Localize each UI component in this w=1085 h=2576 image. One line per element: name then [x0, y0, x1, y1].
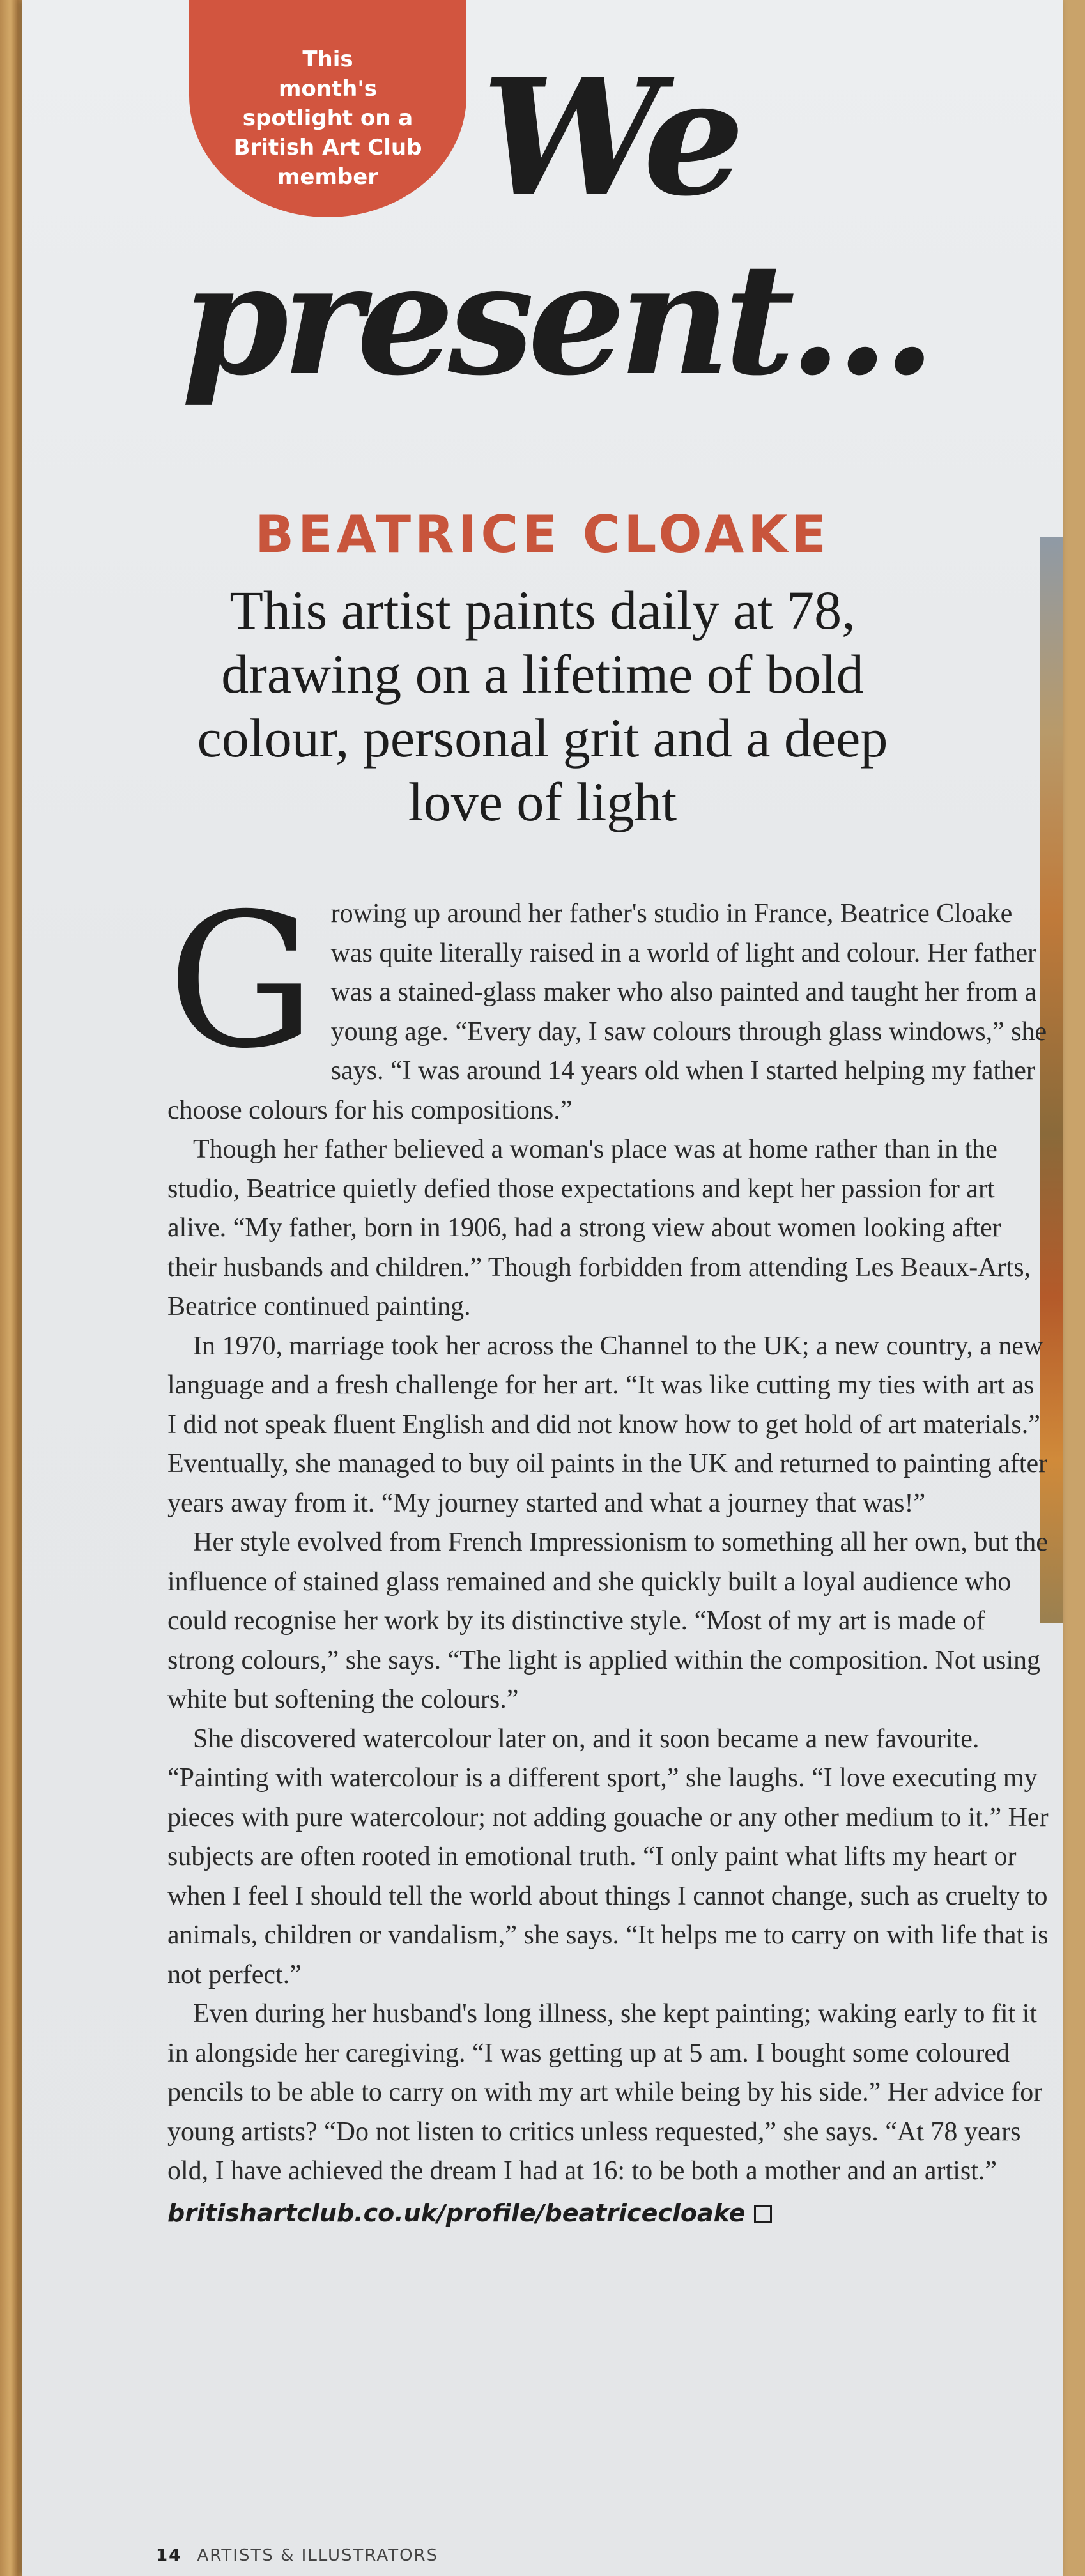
drop-cap: G: [167, 874, 316, 1089]
badge-text: [219, 45, 436, 192]
article-paragraph: Even during her husband's long illness, she kept painting; waking early to fit it in alongside her caregiving. “I was getting up at 5 am. I bought some coloured pencils to be able to carry on with my art while being by his side.” Her advice for young artists? “Do not listen to critics unless requested,” she says. “At 78 years old, I have achieved the dream I had at 16: to be both a mother and an artist.”: [167, 1999, 1043, 2186]
heading-line-2: present...: [181, 229, 930, 410]
badge-line: British Art Club: [233, 135, 422, 160]
article-paragraph: She discovered watercolour later on, and it soon became a new favourite. “Painting with watercolour is a different sport,” she laughs. “I love executing my pieces with pure watercolour; not adding gouache or any other medium to it.” Her subjects are often rooted in emotional truth. “I only paint what lifts my heart or when I feel I should tell the world about things I cannot change, such as cruelty to animals, children or vandalism,” she says. “It helps me to carry on with life that is not perfect.”: [167, 1724, 1049, 1989]
badge-line: spotlight on a: [242, 105, 413, 131]
publication-name: ARTISTS & ILLUSTRATORS: [197, 2546, 439, 2565]
badge-line: This: [302, 47, 353, 72]
badge-line: member: [277, 164, 379, 190]
end-mark-icon: [754, 2205, 772, 2223]
standfirst: This artist paints daily at 78, drawing on a lifetime of bold colour, personal grit and a deep love of light: [197, 579, 888, 832]
heading-line-1: We: [482, 43, 740, 231]
badge-line: month's: [278, 76, 378, 102]
paragraph-text: rowing up around her father's studio in France, Beatrice Cloake was quite literally raised in a world of light and colour. Her father was a stained-glass maker who also painted and taught her from a young age. “Every day, I saw colours through glass windows,” she says. “I was around 14 years old when I started helping my father choose colours for his compositions.”: [167, 899, 1047, 1125]
profile-link-text[interactable]: britishartclub.co.uk/profile/beatricecloake: [167, 2198, 746, 2227]
magazine-page: [22, 0, 1063, 2576]
page-number: 14: [156, 2546, 182, 2565]
spotlight-badge: [189, 0, 466, 217]
article-body: [167, 874, 1049, 2233]
article-paragraph: Though her father believed a woman's place was at home rather than in the studio, Beatrice quietly defied those expectations and kept her passion for art alive. “My father, born in 1906, had a strong view about women looking after their husbands and children.” Though forbidden from attending Les Beaux-Arts, Beatrice continued painting.: [167, 1135, 1031, 1321]
page-footer: [156, 2546, 438, 2565]
artist-name: BEATRICE CLOAKE: [255, 505, 830, 564]
article-paragraph: [167, 874, 1049, 1130]
article-paragraph: In 1970, marriage took her across the Channel to the UK; a new country, a new language and a fresh challenge for her art. “It was like cutting my ties with art as I did not speak fluent English and did not know how to get hold of art materials.” Eventually, she managed to buy oil paints in the UK and returned to painting after years away from it. “My journey started and what a journey that was!”: [167, 1331, 1048, 1518]
article-paragraph: Her style evolved from French Impressionism to something all her own, but the influence of stained glass remained and she quickly built a loyal audience who could recognise her work by its distinctive style. “Most of my art is made of strong colours,” she says. “The light is applied within the composition. Not using white but softening the colours.”: [167, 1528, 1048, 1714]
profile-link[interactable]: [167, 2194, 1049, 2234]
